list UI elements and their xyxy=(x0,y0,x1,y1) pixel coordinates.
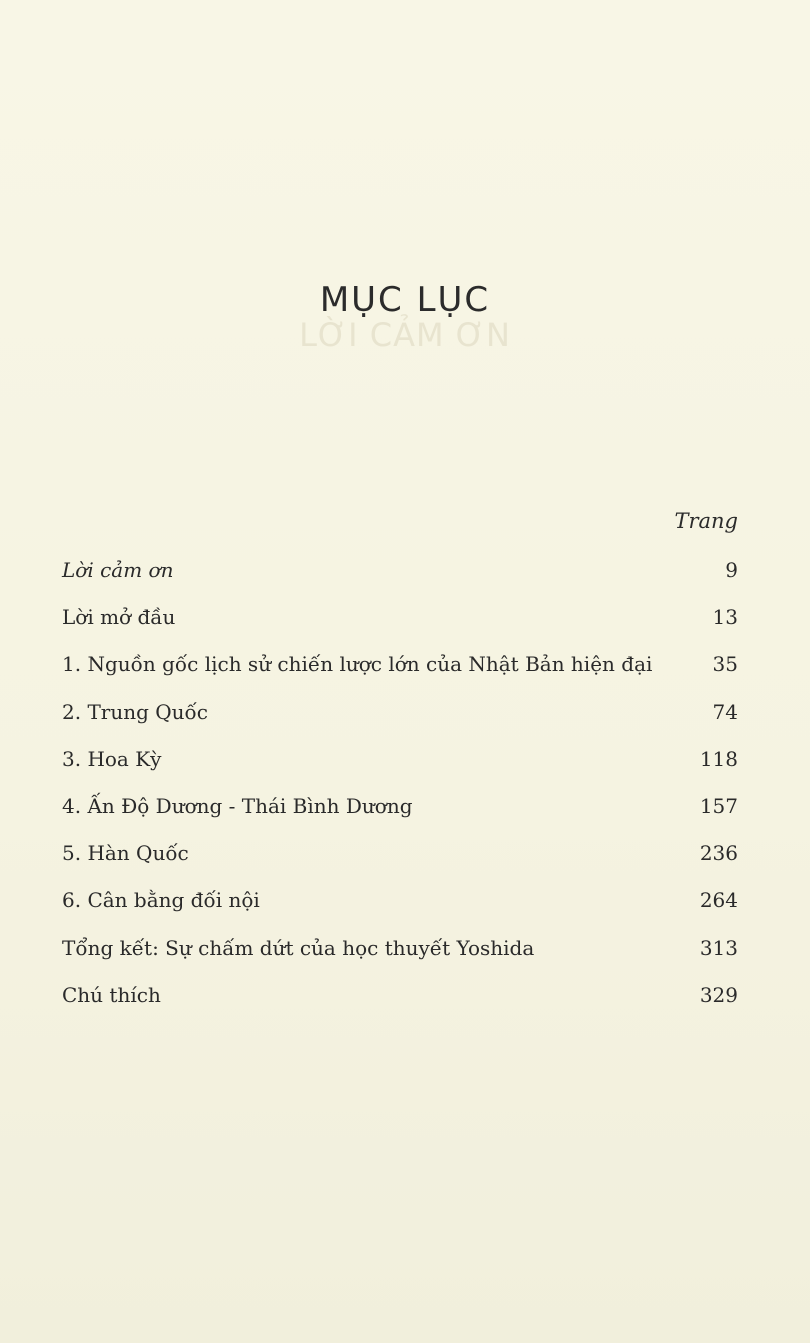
toc-entry xyxy=(62,602,738,649)
toc-entry-page: 157 xyxy=(699,793,738,818)
toc-entry-title: Tổng kết: Sự chấm dứt của học thuyết Yoshida xyxy=(62,935,535,960)
toc-entry xyxy=(62,885,738,932)
toc-entry-page: 313 xyxy=(699,935,738,960)
toc-entry-title: 6. Cân bằng đối nội xyxy=(62,888,260,913)
toc-entry xyxy=(62,555,738,602)
toc-entry-page: 74 xyxy=(712,699,738,724)
bleedthrough-text: LỜI CẢM ƠN xyxy=(299,316,511,354)
toc-entry-page: 264 xyxy=(699,888,738,913)
toc-entry-title: Chú thích xyxy=(62,982,161,1007)
toc-entry xyxy=(62,838,738,885)
toc-entry xyxy=(62,980,738,1027)
toc-entry-title: 2. Trung Quốc xyxy=(62,699,208,724)
toc-entry xyxy=(62,649,738,696)
toc-entry xyxy=(62,744,738,791)
toc-entry xyxy=(62,697,738,744)
toc-entry-title: Lời cảm ơn xyxy=(62,558,174,582)
toc-entry-page: 236 xyxy=(699,841,738,866)
toc-entry-title: 4. Ấn Độ Dương - Thái Bình Dương xyxy=(62,793,413,818)
toc-entry-page: 329 xyxy=(699,982,738,1007)
toc-entry-page: 13 xyxy=(712,605,738,630)
toc-entry xyxy=(62,933,738,980)
toc-entry-page: 118 xyxy=(699,746,738,771)
page-column-header: Trang xyxy=(674,509,738,533)
toc-entry-title: Lời mở đầu xyxy=(62,605,176,630)
page-title: MỤC LỤC xyxy=(319,280,491,320)
toc-entry-title: 1. Nguồn gốc lịch sử chiến lược lớn của Nhật Bản hiện đại xyxy=(62,652,653,677)
toc-entry xyxy=(62,791,738,838)
table-of-contents xyxy=(62,555,738,1027)
toc-entry-title: 5. Hàn Quốc xyxy=(62,841,189,866)
toc-entry-page: 9 xyxy=(725,558,738,582)
toc-entry-page: 35 xyxy=(712,652,738,677)
toc-entry-title: 3. Hoa Kỳ xyxy=(62,746,162,771)
